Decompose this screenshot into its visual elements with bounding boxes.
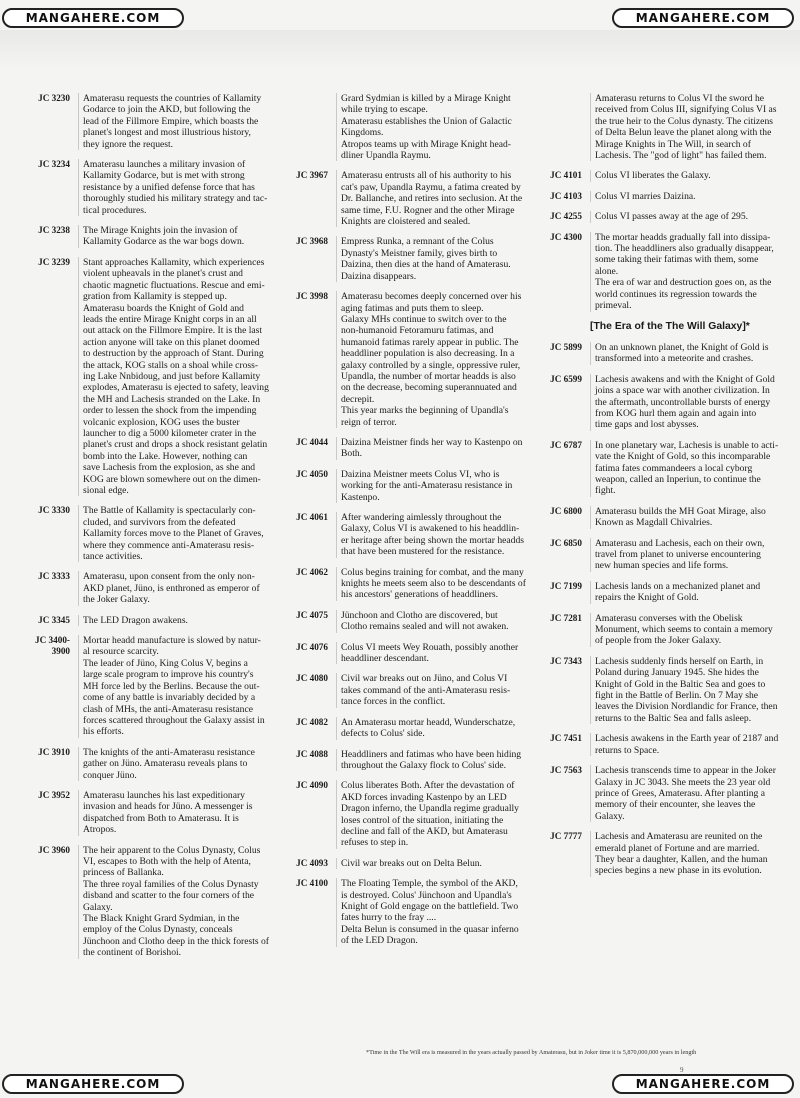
entry-year: JC 4255: [550, 211, 582, 222]
timeline-entry: [28, 635, 278, 738]
timeline-entry: [286, 780, 530, 848]
entry-text: Amaterasu, upon consent from the only non- AKD planet, Jüno, is enthroned as emperor of the Joker Galaxy.: [78, 571, 278, 605]
timeline-column-2: [286, 93, 530, 956]
entry-text: Colus VI marries Daizina.: [590, 191, 786, 202]
entry-year: JC 3230: [38, 93, 70, 103]
entry-year: JC 4100: [296, 878, 328, 889]
entry-year: JC 7777: [550, 831, 582, 842]
timeline-entry: [540, 613, 786, 647]
timeline-entry: [28, 615, 278, 626]
timeline-entry: [286, 170, 530, 227]
entry-text: Colus VI liberates the Galaxy.: [590, 170, 786, 181]
timeline-entry: [540, 211, 786, 222]
entry-year: JC 3238: [38, 225, 70, 236]
page-top-edge: [0, 30, 800, 70]
entry-text: Lachesis transcends time to appear in the Joker Galaxy in JC 3043. She meets the 23 year old prince of Grees, Amaterasu. After planting a memory of their encounter, she leaves the Galaxy.: [590, 765, 786, 822]
entry-text: Civil war breaks out on Delta Belun.: [336, 858, 530, 869]
watermark-bottom-right: MANGAHERE.COM: [612, 1074, 794, 1094]
entry-text: After wandering aimlessly throughout the Galaxy, Colus VI is awakened to his headdlin- er heritage after being shown the mortar headds that have been mustered for the resistance.: [336, 512, 530, 558]
timeline-entry: [540, 191, 786, 202]
entry-text: An Amaterasu mortar headd, Wunderschatze, defects to Colus' side.: [336, 717, 530, 740]
timeline-entry: [286, 673, 530, 707]
entry-text: Jünchoon and Clotho are discovered, but Clotho remains sealed and will not awaken.: [336, 610, 530, 633]
entry-year: JC 3998: [296, 291, 328, 302]
entry-year: JC 5899: [550, 341, 582, 352]
entry-year: JC 7451: [550, 733, 582, 744]
entry-text: Stant approaches Kallamity, which experiences violent upheavals in the planet's crust and chaotic magnetic fluctuations. Rescue and emi- gration from Kallamity is stepped up. Amaterasu boards the Knight of Gold and leads the entire Mirage Knight corps in an all out attack on the Fillmore Empire. It is the last action anyone will take on this planet doomed to destruction by the approach of Stant. During the attack, KOG stalls on a shoal while cross- ing Lake Nnbidoug, and just before Kallamity explodes, Amaterasu is ejected to safety, leaving the MH and Lachesis stranded on the Lake. In order to lessen the shock from the impending volcanic explosion, KOG uses the buster launcher to dig a 5000 kilometer crater in the planet's crust and drops a shock resistant gelatin bomb into the Lake. However, nothing can save Lachesis from the explosion, as she and KOG are blown somewhere out on the dimen- sional edge.: [78, 257, 278, 497]
entry-year: JC 4076: [296, 641, 328, 652]
continued-text-block: [540, 93, 786, 161]
entry-year: JC 4050: [296, 468, 328, 479]
timeline-entry: [540, 342, 786, 365]
timeline-entry: [28, 845, 278, 959]
entry-text: Empress Runka, a remnant of the Colus Dynasty's Meistner family, gives birth to Daizina, then dies at the hand of Amaterasu. Daizina disappears.: [336, 236, 530, 282]
timeline-entry: [286, 291, 530, 428]
entry-year: JC 3952: [38, 789, 70, 800]
timeline-entry: [540, 733, 786, 756]
watermark-bottom-left: MANGAHERE.COM: [2, 1074, 184, 1094]
entry-year: JC 3960: [38, 844, 70, 855]
entry-text: Colus begins training for combat, and the many knights he meets seem also to be descendants of his ancestors' generations of headdliners.: [336, 567, 530, 601]
timeline-entry: [28, 93, 278, 150]
entry-text: Mortar headd manufacture is slowed by natur- al resource scarcity. The leader of Jüno, King Colus V, begins a large scale program to improve his country's MH force led by the Berlins. Because the out- come of any battle is invariably decided by a clash of MHs, the anti-Amaterasu resistance forces scattered throughout the Galaxy assist in his efforts.: [78, 635, 278, 738]
timeline-entry: [540, 538, 786, 572]
entry-year: JC 6800: [550, 505, 582, 516]
entry-year: JC 7343: [550, 655, 582, 666]
watermark-top-right: MANGAHERE.COM: [612, 8, 794, 28]
timeline-entry: [286, 437, 530, 460]
entry-text: Colus VI meets Wey Rouath, possibly another headdliner descendant.: [336, 642, 530, 665]
entry-text: The Floating Temple, the symbol of the AKD, is destroyed. Colus' Jünchoon and Upandla's Knight of Gold engage on the battlefield. Two fates hurry to the fray .... Delta Belun is consumed in the quasar inferno of the LED Dragon.: [336, 878, 530, 946]
timeline-entry: [28, 225, 278, 248]
timeline-entry: [286, 469, 530, 503]
timeline-entry: [540, 374, 786, 431]
entry-text: The knights of the anti-Amaterasu resistance gather on Jüno. Amaterasu reveals plans to conquer Jüno.: [78, 747, 278, 781]
entry-text: The heir apparent to the Colus Dynasty, Colus VI, escapes to Both with the help of Atenta, princess of Ballanka. The three royal families of the Colus Dynasty disband and scatter to the four corners of the Galaxy. The Black Knight Grard Sydmian, in the employ of the Colus Dynasty, conceals Jünchoon and Clotho deep in the thick forests of the continent of Borishoi.: [78, 845, 278, 959]
timeline-entry: [28, 747, 278, 781]
entry-text: Amaterasu launches his last expeditionary invasion and heads for Jüno. A messenger is dispatched from Both to Amaterasu. It is Atropos.: [78, 790, 278, 836]
timeline-entry: [286, 749, 530, 772]
timeline-entry: [28, 257, 278, 497]
entry-text: The Battle of Kallamity is spectacularly con- cluded, and survivors from the defeated Kallamity forces move to the Planet of Graves, where they commence anti-Amaterasu resis- tance activities.: [78, 505, 278, 562]
entry-year: JC 3345: [38, 614, 70, 625]
era-heading: [The Era of the The Will Galaxy]*: [590, 320, 750, 332]
timeline-column-1: [28, 93, 278, 968]
entry-year: JC 4300: [550, 231, 582, 242]
entry-year: JC 4103: [550, 190, 582, 201]
entry-text: Lachesis and Amaterasu are reunited on the emerald planet of Fortune and are married. They bear a daughter, Kallen, and the human species begins a new phase in its evolution.: [590, 831, 786, 877]
continued-text-block: [286, 93, 530, 161]
page-number: 9: [680, 1066, 684, 1074]
entry-year: JC 4093: [296, 857, 328, 868]
entry-year: JC 4075: [296, 609, 328, 620]
timeline-entry: [286, 567, 530, 601]
entry-text: Amaterasu builds the MH Goat Mirage, also Known as Magdall Chivalries.: [590, 506, 786, 529]
timeline-entry: [540, 506, 786, 529]
entry-text: On an unknown planet, the Knight of Gold is transformed into a meteorite and crashes.: [590, 342, 786, 365]
entry-text: Lachesis lands on a mechanized planet and repairs the Knight of Gold.: [590, 581, 786, 604]
timeline-entry: [28, 159, 278, 216]
entry-year: JC 3910: [38, 746, 70, 757]
entry-year: JC 4088: [296, 748, 328, 759]
timeline-entry: [540, 656, 786, 724]
entry-text: The mortar headds gradually fall into dissipa- tion. The headdliners also gradually disappear, some taking their fatimas with them, some alone. The era of war and destruction goes on, as the world continues its regression towards the primeval.: [590, 232, 786, 312]
entry-year: JC 3400- 3900: [35, 635, 70, 657]
timeline-entry: [286, 858, 530, 869]
entry-year: JC 4044: [296, 436, 328, 447]
timeline-entry: [540, 170, 786, 181]
entry-text: Headdliners and fatimas who have been hiding throughout the Galaxy flock to Colus' side.: [336, 749, 530, 772]
entry-text: Amaterasu becomes deeply concerned over his aging fatimas and puts them to sleep. Galaxy MHs continue to switch over to the non-humanoid Fetoramuru fatimas, and humanoid fatimas rarely appear in public. The headdliner population is also decreasing. In a galaxy controlled by a single, oppressive ruler, Upandla, the number of mortar headds is also on the decrease, becoming superannuated and decrepit. This year marks the beginning of Upandla's reign of terror.: [336, 291, 530, 428]
entry-year: JC 4061: [296, 512, 328, 522]
entry-year: JC 4090: [296, 780, 328, 791]
entry-text: In one planetary war, Lachesis is unable to acti- vate the Knight of Gold, so this incomparable fatima fates commandeers a local cyborg weapon, called an Inperiun, to continue the fight.: [590, 440, 786, 497]
timeline-entry: [28, 505, 278, 562]
entry-text: Amaterasu entrusts all of his authority to his cat's paw, Upandla Raymu, a fatima created by Dr. Ballanche, and retires into seclusion. At the same time, F.U. Rogner and the other Mirage Knights are cloistered and sealed.: [336, 170, 530, 227]
timeline-entry: [540, 232, 786, 312]
timeline-entry: [286, 610, 530, 633]
timeline-entry: [286, 236, 530, 282]
entry-year: JC 3967: [296, 170, 328, 181]
entry-text: Daizina Meistner meets Colus VI, who is working for the anti-Amaterasu resistance in Kastenpo.: [336, 469, 530, 503]
entry-text: Lachesis awakens in the Earth year of 2187 and returns to Space.: [590, 733, 786, 756]
timeline-entry: [28, 571, 278, 605]
entry-year: JC 3330: [38, 505, 70, 516]
timeline-entry: [286, 512, 530, 558]
timeline-entry: [286, 642, 530, 665]
timeline-entry: [540, 440, 786, 497]
entry-text: Amaterasu launches a military invasion of Kallamity Godarce, but is met with strong resistance by a unified defense force that has thoroughly studied his military strategy and tac- tical procedures.: [78, 159, 278, 216]
entry-year: JC 4082: [296, 716, 328, 727]
timeline-entry: [540, 581, 786, 604]
entry-year: JC 3333: [38, 571, 70, 582]
watermark-top-left: MANGAHERE.COM: [2, 8, 184, 28]
entry-text: Civil war breaks out on Jüno, and Colus VI takes command of the anti-Amaterasu resis- tance forces in the conflict.: [336, 673, 530, 707]
entry-text: Colus liberates Both. After the devastation of AKD forces invading Kastenpo by an LED Dragon inferno, the Upandla regime gradually loses control of the situation, initiating the decline and fall of the AKD, but Amaterasu refuses to step in.: [336, 780, 530, 848]
entry-year: JC 7199: [550, 580, 582, 591]
entry-year: JC 3239: [38, 256, 70, 267]
timeline-entry: [286, 878, 530, 946]
entry-year: JC 4062: [296, 566, 328, 577]
entry-text: Colus VI passes away at the age of 295.: [590, 211, 786, 222]
entry-year: JC 6850: [550, 537, 582, 548]
continued-text: Grard Sydmian is killed by a Mirage Knight while trying to escape. Amaterasu establishes the Union of Galactic Kingdoms. Atropos teams up with Mirage Knight head- dliner Upandla Raymu.: [336, 93, 530, 161]
entry-text: Lachesis awakens and with the Knight of Gold joins a space war with another civilization. In the aftermath, uncontrollable bursts of energy from KOG hurl them again and again into time gaps and lost abysses.: [590, 374, 786, 431]
entry-year: JC 4080: [296, 673, 328, 684]
entry-text: Lachesis suddenly finds herself on Earth, in Poland during January 1945. She hides the Knight of Gold in the Baltic Sea and goes to fight in the Battle of Berlin. On 7 May she leaves the Division Nordlandic for France, then returns to the Baltic Sea and falls asleep.: [590, 656, 786, 724]
entry-year: JC 3968: [296, 236, 328, 247]
entry-text: Amaterasu converses with the Obelisk Monument, which seems to contain a memory of people from the Joker Galaxy.: [590, 613, 786, 647]
entry-text: Amaterasu and Lachesis, each on their own, travel from planet to universe encountering new human species and life forms.: [590, 538, 786, 572]
entry-year: JC 7281: [550, 612, 582, 623]
entry-text: Amaterasu requests the countries of Kallamity Godarce to join the AKD, but following the lead of the Fillmore Empire, which boasts the planet's longest and most illustrious history, they ignore the request.: [78, 93, 278, 150]
entry-text: The LED Dragon awakens.: [78, 615, 278, 626]
timeline-entry: [28, 790, 278, 836]
continued-text: Amaterasu returns to Colus VI the sword he received from Colus III, signifying Colus VI as the true heir to the Colus dynasty. The citizens of Delta Belun leave the planet along with the Mirage Knights in The Will, in search of Lachesis. The "god of light" has failed them.: [590, 93, 786, 161]
entry-year: JC 6599: [550, 373, 582, 384]
timeline-column-3: [540, 93, 786, 886]
entry-text: The Mirage Knights join the invasion of Kallamity Godarce as the war bogs down.: [78, 225, 278, 248]
footnote: *Time in the The Will era is measured in the years actually passed by Amaterasu, but in Joker time it is 5,870,000,000 years in length: [366, 1049, 697, 1056]
entry-year: JC 7563: [550, 765, 582, 776]
timeline-entry: [286, 717, 530, 740]
entry-text: Daizina Meistner finds her way to Kastenpo on Both.: [336, 437, 530, 460]
entry-year: JC 6787: [550, 439, 582, 450]
timeline-entry: [540, 765, 786, 822]
timeline-entry: [540, 831, 786, 877]
entry-year: JC 3234: [38, 159, 70, 170]
entry-year: JC 4101: [550, 170, 582, 181]
